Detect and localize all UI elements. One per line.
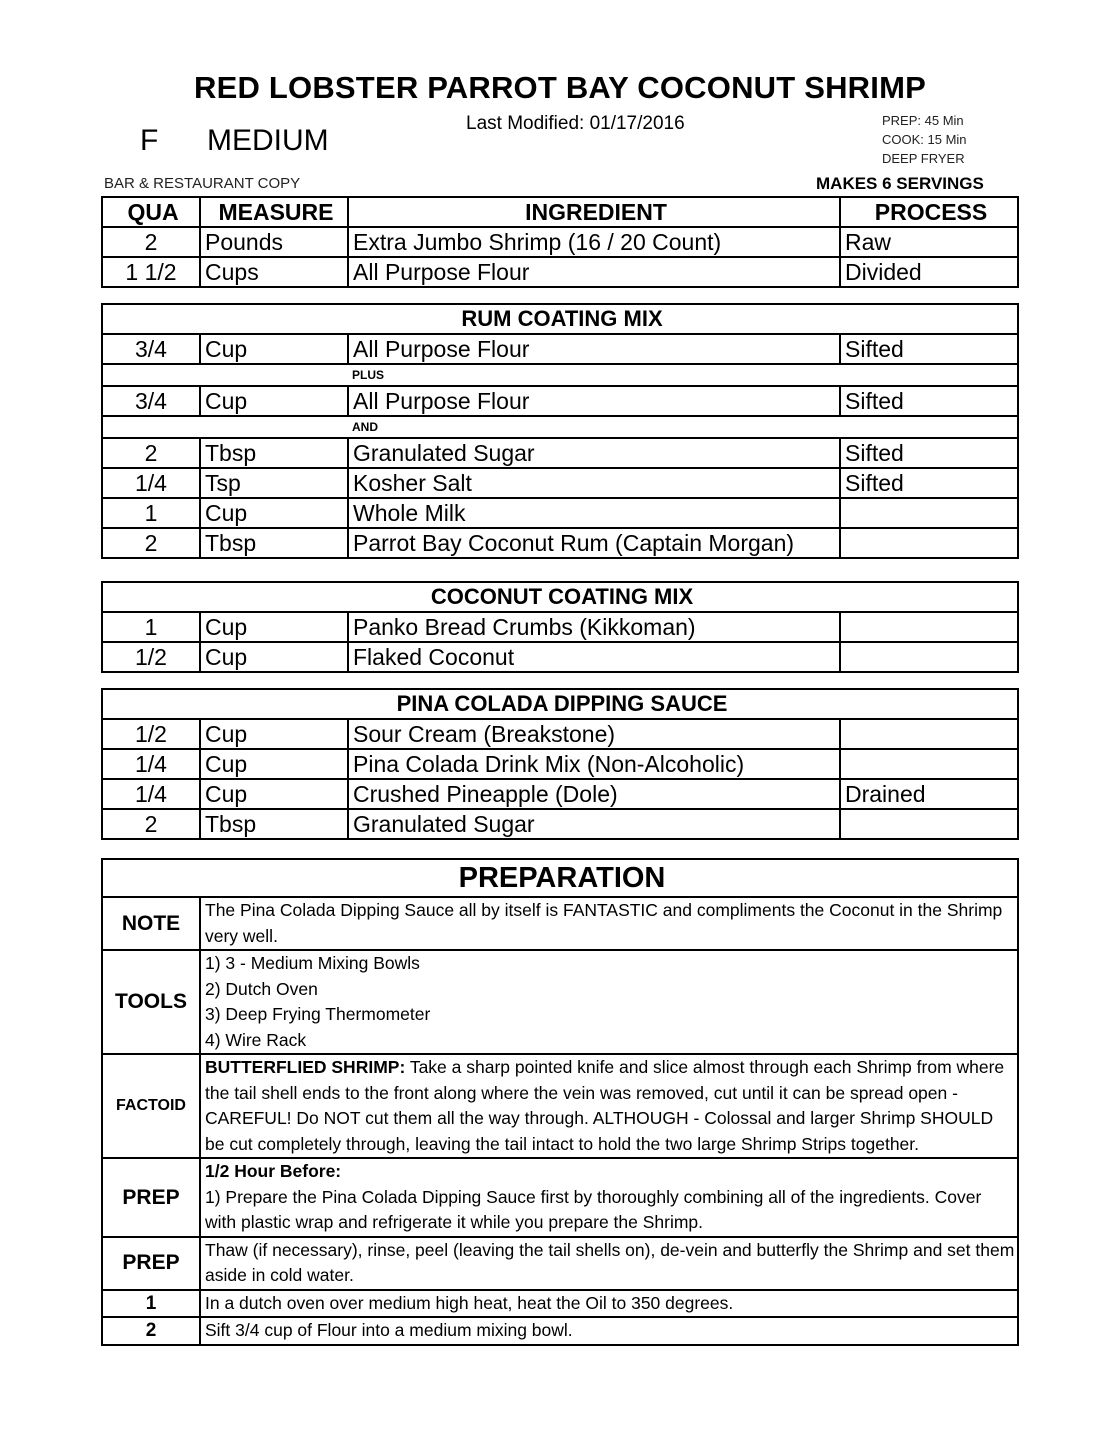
measure: Cup — [200, 498, 348, 528]
process: Sifted — [840, 334, 1018, 364]
ingredient: All Purpose Flour — [348, 334, 840, 364]
ingredient: Sour Cream (Breakstone) — [348, 719, 840, 749]
ingredient-row — [102, 498, 1018, 528]
factoid-row — [102, 1054, 1018, 1158]
ingredient-row — [102, 334, 1018, 364]
ingredient-row — [102, 386, 1018, 416]
and-label: AND — [348, 416, 840, 438]
tools-label: TOOLS — [102, 950, 200, 1054]
ingredient-row — [102, 468, 1018, 498]
preparation-table — [101, 858, 1019, 1346]
process: Raw — [840, 227, 1018, 257]
ingredient: Extra Jumbo Shrimp (16 / 20 Count) — [348, 227, 840, 257]
qty: 2 — [102, 528, 200, 558]
prep-row — [102, 1158, 1018, 1237]
ingredient: Whole Milk — [348, 498, 840, 528]
col-qty: QUA — [102, 197, 200, 227]
ingredient-row — [102, 438, 1018, 468]
prep-label: PREP — [102, 1237, 200, 1290]
measure: Cup — [200, 386, 348, 416]
tools-list — [200, 950, 1018, 1054]
ingredient: Parrot Bay Coconut Rum (Captain Morgan) — [348, 528, 840, 558]
ingredient-row — [102, 749, 1018, 779]
measure: Cup — [200, 779, 348, 809]
prep-label: PREP — [102, 1158, 200, 1237]
process: Sifted — [840, 438, 1018, 468]
prep-row — [102, 1237, 1018, 1290]
rum-coating-table — [101, 303, 1019, 559]
prep-text: Thaw (if necessary), rinse, peel (leaving the tail shells on), de-vein and butterfly the Shrimp and set them aside in cold water. — [200, 1237, 1018, 1290]
ingredient-row — [102, 809, 1018, 839]
process — [840, 498, 1018, 528]
measure: Cup — [200, 612, 348, 642]
qty: 3/4 — [102, 334, 200, 364]
ingredient-row — [102, 779, 1018, 809]
cook-time: COOK: 15 Min — [882, 132, 967, 147]
tool-item: 3) Deep Frying Thermometer — [205, 1004, 431, 1024]
process: Drained — [840, 779, 1018, 809]
factoid-label: FACTOID — [102, 1054, 200, 1158]
process: Sifted — [840, 386, 1018, 416]
tool-item: 1) 3 - Medium Mixing Bowls — [205, 953, 420, 973]
measure: Cup — [200, 642, 348, 672]
last-modified: Last Modified: 01/17/2016 — [466, 113, 685, 134]
process: Sifted — [840, 468, 1018, 498]
measure: Tbsp — [200, 528, 348, 558]
ingredient: Flaked Coconut — [348, 642, 840, 672]
qty: 2 — [102, 809, 200, 839]
tool-item: 4) Wire Rack — [205, 1029, 307, 1050]
plus-label: PLUS — [348, 364, 840, 386]
prep-time: PREP: 45 Min — [882, 113, 964, 128]
step-number: 2 — [102, 1317, 200, 1345]
qty: 1/2 — [102, 719, 200, 749]
process — [840, 749, 1018, 779]
section-title: RUM COATING MIX — [102, 304, 1018, 334]
measure: Cups — [200, 257, 348, 287]
process — [840, 528, 1018, 558]
measure: Tbsp — [200, 809, 348, 839]
ingredient: Pina Colada Drink Mix (Non-Alcoholic) — [348, 749, 840, 779]
qty: 3/4 — [102, 386, 200, 416]
ingredient-row — [102, 257, 1018, 287]
servings-label: MAKES 6 SERVINGS — [816, 174, 984, 193]
tools-row — [102, 950, 1018, 1054]
measure: Cup — [200, 334, 348, 364]
note-row — [102, 897, 1018, 950]
ingredient-row — [102, 642, 1018, 672]
col-ingredient: INGREDIENT — [348, 197, 840, 227]
process — [840, 809, 1018, 839]
note-text: The Pina Colada Dipping Sauce all by itself is FANTASTIC and compliments the Coconut in the Shrimp very well. — [200, 897, 1018, 950]
step-row — [102, 1317, 1018, 1345]
qty: 1 — [102, 498, 200, 528]
ingredient-row — [102, 227, 1018, 257]
ingredient: Kosher Salt — [348, 468, 840, 498]
col-measure: MEASURE — [200, 197, 348, 227]
cooking-method: DEEP FRYER — [882, 151, 965, 166]
prep-body: 1) Prepare the Pina Colada Dipping Sauce first by thoroughly combining all of the ingredients. Cover with plastic wrap and refrigerate it while you prepare the Shrimp. — [205, 1186, 982, 1232]
measure: Cup — [200, 719, 348, 749]
qty: 1/2 — [102, 642, 200, 672]
ingredient: Crushed Pineapple (Dole) — [348, 779, 840, 809]
qty: 1/4 — [102, 749, 200, 779]
measure: Cup — [200, 749, 348, 779]
step-text: Sift 3/4 cup of Flour into a medium mixing bowl. — [200, 1317, 1018, 1345]
measure: Pounds — [200, 227, 348, 257]
ingredient: Granulated Sugar — [348, 809, 840, 839]
ingredient: Panko Bread Crumbs (Kikkoman) — [348, 612, 840, 642]
column-header-row — [102, 197, 1018, 227]
measure: Tbsp — [200, 438, 348, 468]
grade-label: F — [140, 124, 159, 157]
recipe-title: RED LOBSTER PARROT BAY COCONUT SHRIMP — [194, 70, 926, 105]
step-number: 1 — [102, 1290, 200, 1318]
step-row — [102, 1290, 1018, 1318]
col-process: PROCESS — [840, 197, 1018, 227]
qty: 2 — [102, 438, 200, 468]
factoid-lead: BUTTERFLIED SHRIMP: — [205, 1057, 406, 1077]
note-label: NOTE — [102, 897, 200, 950]
process — [840, 642, 1018, 672]
ingredient: All Purpose Flour — [348, 257, 840, 287]
qty: 1/4 — [102, 779, 200, 809]
ingredient: Granulated Sugar — [348, 438, 840, 468]
ingredient-row — [102, 719, 1018, 749]
copy-label: BAR & RESTAURANT COPY — [104, 175, 301, 192]
section-title: COCONUT COATING MIX — [102, 582, 1018, 612]
dipping-sauce-table — [101, 688, 1019, 840]
main-ingredients-table — [101, 196, 1019, 288]
ingredient-row — [102, 612, 1018, 642]
process: Divided — [840, 257, 1018, 287]
step-text: In a dutch oven over medium high heat, heat the Oil to 350 degrees. — [200, 1290, 1018, 1318]
qty: 1/4 — [102, 468, 200, 498]
factoid-text — [200, 1054, 1018, 1158]
ingredient: All Purpose Flour — [348, 386, 840, 416]
preparation-title: PREPARATION — [102, 859, 1018, 897]
tool-item: 2) Dutch Oven — [205, 978, 318, 999]
difficulty-label: MEDIUM — [207, 124, 329, 157]
prep-text — [200, 1158, 1018, 1237]
prep-lead: 1/2 Hour Before: — [205, 1161, 342, 1181]
process — [840, 612, 1018, 642]
measure: Tsp — [200, 468, 348, 498]
ingredient-row — [102, 528, 1018, 558]
qty: 1 1/2 — [102, 257, 200, 287]
process — [840, 719, 1018, 749]
section-title: PINA COLADA DIPPING SAUCE — [102, 689, 1018, 719]
coconut-coating-table — [101, 581, 1019, 673]
factoid-body: Take a sharp pointed knife and slice almost through each Shrimp from where the tail shell ends to the front along where the vein was removed, cut until it can be spread open - CAREFUL! Do NOT cut them all the way through. ALTHOUGH - Colossal and larger Shrimp SHOULD be cut completely through, leaving the tail intact to hold the two large Shrimp Strips together. — [205, 1057, 1005, 1154]
qty: 1 — [102, 612, 200, 642]
qty: 2 — [102, 227, 200, 257]
